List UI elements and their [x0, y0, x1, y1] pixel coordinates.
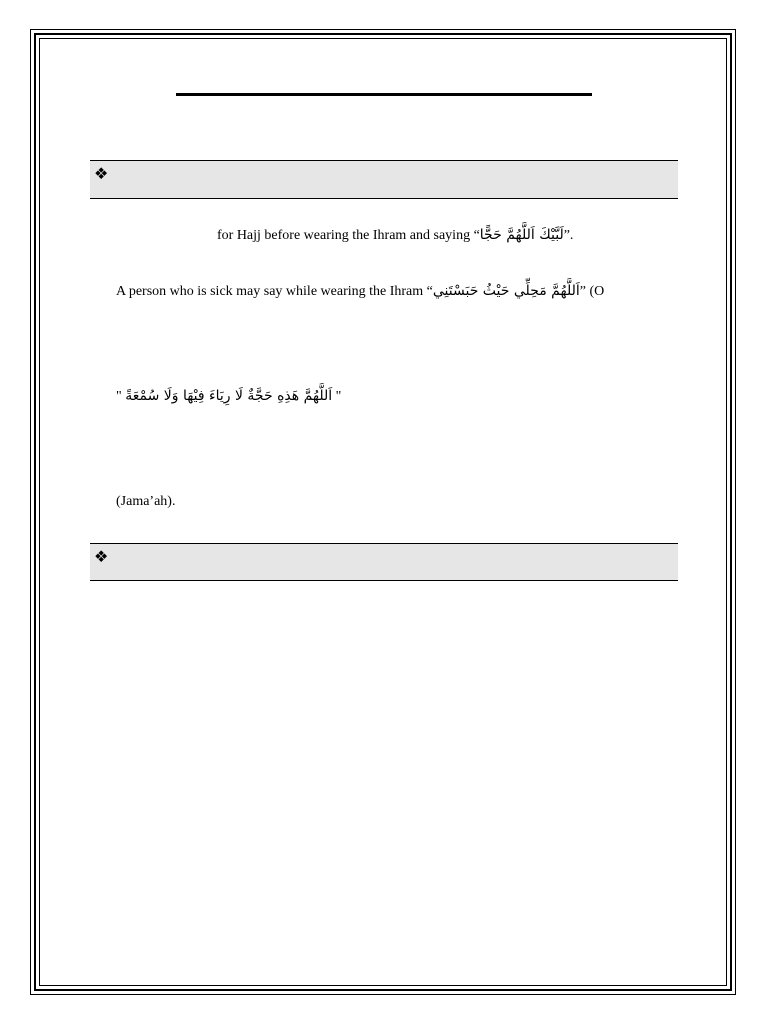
line4-text: (Jama’ah). [116, 494, 176, 509]
section-heading-bar-2 [90, 543, 678, 581]
paragraph-line-1 [217, 226, 573, 245]
paragraph-line-4 [116, 493, 175, 511]
diamond-bullet-icon: ❖ [94, 164, 109, 183]
line3-prefix: " [116, 389, 126, 404]
line2-suffix: ” (O [579, 284, 605, 299]
title-underline [176, 93, 592, 96]
line3-arabic: اَللَّهُمَّ هَذِهِ حَجَّةٌ لَا رِيَاءَ فِيْهَا وَلَا سُمْعَةً [125, 388, 333, 404]
line2-prefix: A person who is sick may say while wearing the Ihram “ [116, 284, 433, 299]
paragraph-line-3 [116, 387, 341, 406]
section-heading-bar-1 [90, 160, 678, 199]
line1-suffix: ”. [563, 228, 574, 243]
paragraph-line-2 [116, 282, 604, 301]
line1-arabic: لَبَّيْكَ اَللَّهُمَّ حَجًّا [479, 227, 564, 243]
line3-suffix: " [332, 389, 342, 404]
diamond-bullet-icon: ❖ [94, 547, 109, 566]
line2-arabic: اَللَّهُمَّ مَحِلِّي حَيْثُ حَبَسْتَنِي [432, 283, 580, 299]
line1-prefix: for Hajj before wearing the Ihram and saying “ [217, 228, 480, 243]
